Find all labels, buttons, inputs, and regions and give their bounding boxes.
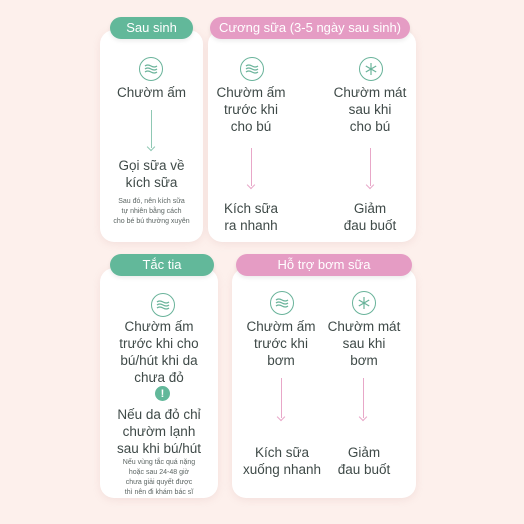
snowflake-icon (359, 57, 383, 81)
cuong-sua-col1-arrow (251, 148, 252, 186)
sau-sinh-header: Sau sinh (110, 17, 193, 39)
warm-wave-icon (240, 57, 264, 81)
ho-tro-col1-arrow (281, 378, 282, 418)
warm-wave-icon (270, 291, 294, 315)
warm-wave-icon (139, 57, 163, 81)
cuong-sua-col2-step1: Chườm mát sau khi cho bú (333, 85, 407, 134)
tac-tia-step1: Chườm ấm trước khi cho bú/hút khi da chưa đỏ (119, 319, 199, 385)
warm-wave-icon (151, 293, 175, 317)
snowflake-icon (352, 291, 376, 315)
cuong-sua-col2-arrow (370, 148, 371, 186)
cuong-sua-header: Cương sữa (3-5 ngày sau sinh) (210, 17, 410, 39)
sau-sinh-arrow (151, 110, 152, 148)
tac-tia-step2: Nếu da đỏ chỉ chườm lạnh sau khi bú/hút (116, 407, 202, 456)
tac-tia-note: Nếu vùng tắc quá nặng hoặc sau 24-48 giờ chưa giải quyết được thì nên đi khám bác sĩ (122, 459, 196, 496)
ho-tro-col2-step2: Giảm đau buốt (337, 445, 391, 477)
cuong-sua-col1-step1: Chườm ấm trước khi cho bú (216, 85, 286, 134)
sau-sinh-step1: Chườm ấm (117, 85, 186, 100)
ho-tro-col1-step1: Chườm ấm trước khi bơm (246, 319, 316, 368)
ho-tro-col2-step1: Chườm mát sau khi bơm (327, 319, 401, 368)
ho-tro-col1-step2: Kích sữa xuống nhanh (242, 445, 322, 477)
cuong-sua-col2-step2: Giảm đau buốt (343, 201, 397, 233)
ho-tro-col2-arrow (363, 378, 364, 418)
sau-sinh-step2: Gọi sữa về kích sữa (118, 158, 185, 190)
cuong-sua-col1-step2: Kích sữa ra nhanh (223, 201, 279, 233)
sau-sinh-note: Sau đó, nên kích sữa tự nhiên bằng cách cho bé bú thường xuyên (113, 198, 190, 225)
tac-tia-header: Tắc tia (110, 254, 214, 276)
warning-icon: ! (155, 386, 170, 401)
ho-tro-header: Hỗ trợ bơm sữa (236, 254, 412, 276)
